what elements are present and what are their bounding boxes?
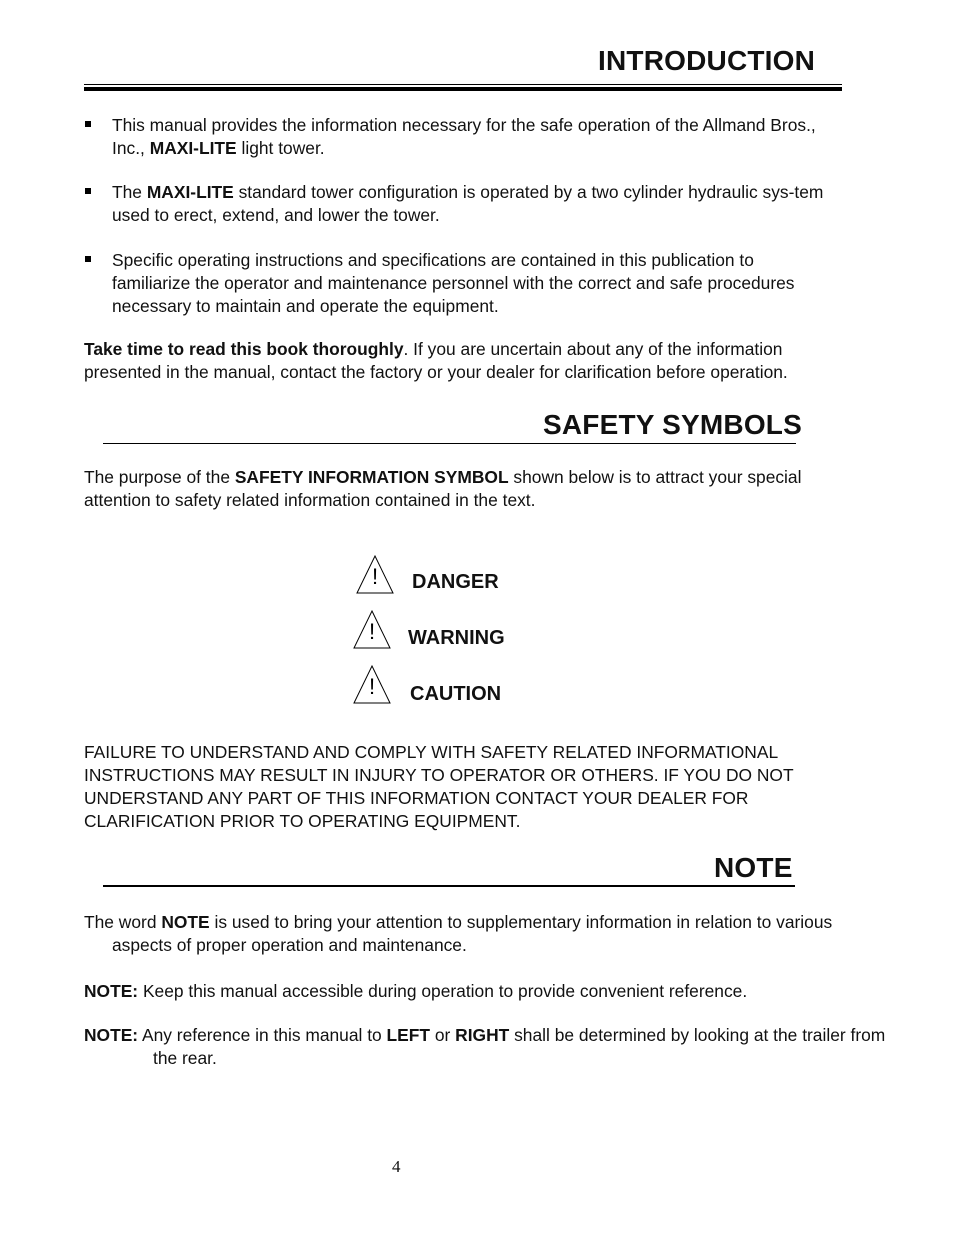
caution-triangle-icon xyxy=(352,665,392,705)
note-rule xyxy=(103,885,795,887)
intro-bullet-3: Specific operating instructions and specifications are contained in this publication to familiarize the operator and maintenance personnel with the correct and safe procedures necessary to maintain and operate the equipment. xyxy=(112,250,795,316)
danger-warning-triangle-icon xyxy=(355,555,395,595)
caution-label: CAUTION xyxy=(410,683,502,705)
intro-rule-thin xyxy=(84,84,842,85)
bullet-marker xyxy=(85,121,91,127)
read-thoroughly-paragraph: Take time to read this book thoroughly. If you are uncertain about any of the information presented in the manual, contact the factory or your dealer for clarification before operation. xyxy=(84,339,788,382)
safety-rule xyxy=(103,443,796,444)
bullet-marker xyxy=(85,256,91,262)
bullet-marker xyxy=(85,188,91,194)
danger-label: DANGER xyxy=(412,571,499,593)
note-accessible-paragraph: NOTE: Keep this manual accessible during operation to provide convenient reference. xyxy=(84,981,748,1001)
failure-warning-paragraph: FAILURE TO UNDERSTAND AND COMPLY WITH SAFETY RELATED INFORMATIONAL INSTRUCTIONS MAY RESULT IN INJURY TO OPERATOR OR OTHERS. IF YOU DO NOT UNDERSTAND ANY PART OF THIS INFORMATION CONTACT YOUR DEALER FOR CLARIFICATION PRIOR TO OPERATING EQUIPMENT. xyxy=(84,742,794,831)
note-left-right-paragraph: NOTE: Any reference in this manual to LEFT or RIGHT shall be determined by looking at the trailer from the rear. xyxy=(84,1025,886,1068)
intro-bullet-1: This manual provides the information necessary for the safe operation of the Allmand Bros., Inc., MAXI-LITE light tower. xyxy=(112,115,816,158)
warning-label: WARNING xyxy=(408,627,505,649)
svg-text:!: ! xyxy=(368,619,376,644)
safety-purpose-paragraph: The purpose of the SAFETY INFORMATION SYMBOL shown below is to attract your special attention to safety related information contained in the text. xyxy=(84,467,802,510)
intro-rule-thick xyxy=(84,87,842,91)
note-word-paragraph: The word NOTE is used to bring your attention to supplementary information in relation to various aspects of proper operation and maintenance. xyxy=(84,912,833,955)
note-heading: NOTE xyxy=(714,852,793,883)
safety-symbols-heading: SAFETY SYMBOLS xyxy=(543,409,802,440)
svg-text:!: ! xyxy=(371,564,379,589)
svg-text:!: ! xyxy=(368,674,376,699)
intro-bullet-2: The MAXI-LITE standard tower configuration is operated by a two cylinder hydraulic sys-tem used to erect, extend, and lower the tower. xyxy=(112,182,824,225)
warning-triangle-icon xyxy=(352,610,392,650)
introduction-heading: INTRODUCTION xyxy=(598,45,816,76)
page-number: 4 xyxy=(392,1157,401,1176)
